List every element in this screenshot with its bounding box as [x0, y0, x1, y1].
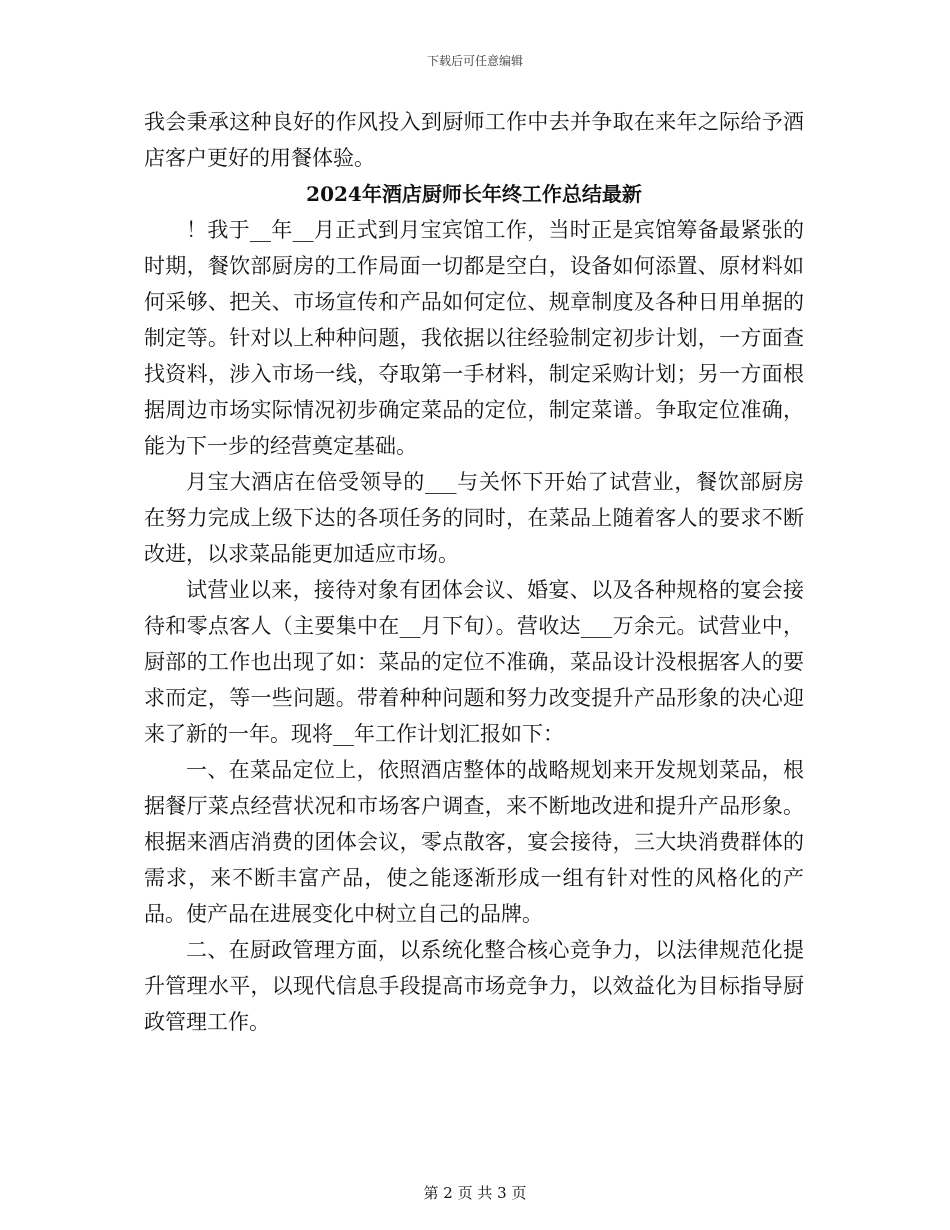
paragraph-4: 一、在菜品定位上，依照酒店整体的战略规划来开发规划菜品，根据餐厅菜点经营状况和市场客户调查，来不断地改进和提升产品形象。根据来酒店消费的团体会议，零点散客，宴会接待，三大块消费群体的需求，来不断丰富产品，使之能逐渐形成一组有针对性的风格化的产品。使产品在进展变化中树立自己的品牌。: [144, 758, 804, 926]
paragraph-2: 月宝大酒店在倍受领导的___与关怀下开始了试营业，餐饮部厨房在努力完成上级下达的各项任务的同时，在菜品上随着客人的要求不断改进，以求菜品能更加适应市场。: [144, 470, 804, 566]
page-number: 第 2 页 共 3 页: [423, 1184, 527, 1202]
page-header: 下载后可任意编辑: [426, 54, 523, 68]
intro-paragraph: 我会秉承这种良好的作风投入到厨师工作中去并争取在来年之际给予酒店客户更好的用餐体验。: [144, 110, 804, 170]
document-body: [144, 104, 804, 1040]
document-title: 2024年酒店厨师长年终工作总结最新: [306, 182, 642, 206]
paragraph-3: 试营业以来，接待对象有团体会议、婚宴、以及各种规格的宴会接待和零点客人（主要集中在__月下旬）。营收达___万余元。试营业中，厨部的工作也出现了如：菜品的定位不准确，菜品设计没根据客人的要求而定，等一些问题。带着种种问题和努力改变提升产品形象的决心迎来了新的一年。现将__年工作计划汇报如下：: [144, 578, 804, 746]
paragraph-1: ！我于__年__月正式到月宝宾馆工作，当时正是宾馆筹备最紧张的时期，餐饮部厨房的工作局面一切都是空白，设备如何添置、原材料如何采够、把关、市场宣传和产品如何定位、规章制度及各种日用单据的制定等。针对以上种种问题，我依据以往经验制定初步计划，一方面查找资料，涉入市场一线，夺取第一手材料，制定采购计划；另一方面根据周边市场实际情况初步确定菜品的定位，制定菜谱。争取定位准确，能为下一步的经营奠定基础。: [144, 218, 804, 458]
paragraph-5: 二、在厨政管理方面，以系统化整合核心竞争力，以法律规范化提升管理水平，以现代信息手段提高市场竞争力，以效益化为目标指导厨政管理工作。: [144, 938, 804, 1034]
